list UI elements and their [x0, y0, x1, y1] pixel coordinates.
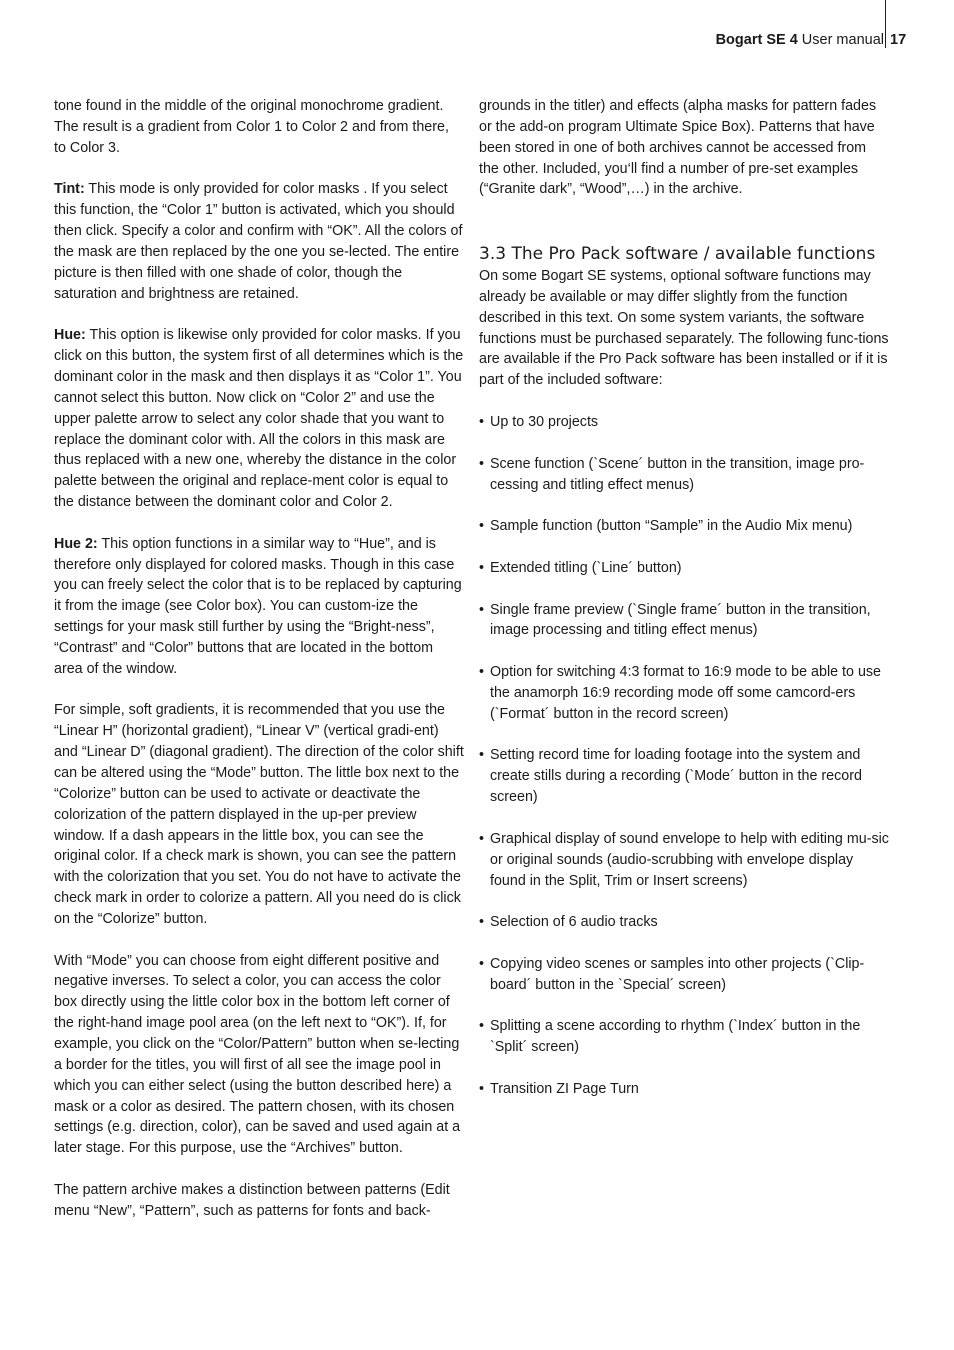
paragraph-gradient-result: tone found in the middle of the original monochrome gradient. The result is a gradient from Color 1 to Color 2 and from there, to Color 3. [54, 98, 449, 156]
paragraph-mode: With “Mode” you can choose from eight different positive and negative inverses. To select a color, you can access the color box directly using the little color box in the bottom left corner of the right-hand image pool area (on the left next to “OK”). If, for example, you click on the “Color/Pattern” button when se-lecting a border for the titles, you will first of all see the image pool in which you can either select (using the button described here) a mask or a color as desired. The pattern chosen, with its chosen settings (e.g. direction, color), can be saved and used again at a later stage. For this purpose, use the “Archives” button. [54, 952, 461, 1157]
list-item-text: Setting record time for loading footage into the system and create stills during a recording (`Mode´ button in the record screen) [490, 747, 862, 806]
bullet-glyph: • [479, 664, 485, 681]
list-item [479, 745, 889, 808]
running-header [716, 30, 884, 50]
paragraph-pro-pack-intro: On some Bogart SE systems, optional software functions may already be available or may differ slightly from the function described in this text. On some system variants, the software functions must be purchased separately. The following func-tions are available if the Pro Pack software has been installed or if it is part of the included software: [479, 268, 889, 389]
list-item-text: Option for switching 4:3 format to 16:9 mode to be able to use the anamorph 16:9 recording mode off some camcord-ers (`Format´ button in the record screen) [490, 664, 882, 722]
list-item [479, 1079, 889, 1100]
header-divider [885, 0, 886, 48]
list-item-text: Single frame preview (`Single frame´ button in the transition, image processing and titling effect menus) [490, 601, 871, 639]
list-item-text: Transition ZI Page Turn [490, 1080, 639, 1097]
hue-2-description: This option functions in a similar way to “Hue”, and is therefore only displayed for colored masks. Though in this case you can freely select the color that is to be replaced by capturing it from the image (see Color box). You can custom-ize the settings for your mask still further by using the “Bright-ness”, “Contrast” and “Color” buttons that are located in the bottom area of the window. [54, 535, 462, 677]
paragraph-archive-continued: grounds in the titler) and effects (alpha masks for pattern fades or the add-on program Ultimate Spice Box). Patterns that have been stored in one of both archives cannot be accessed from the other. Included, you‘ll find a number of pre-set examples (“Granite dark”, “Wood”,…) in the archive. [479, 98, 877, 198]
bullet-glyph: • [479, 747, 485, 764]
list-item [479, 412, 889, 433]
bullet-glyph: • [479, 559, 485, 576]
bullet-glyph: • [479, 413, 485, 430]
right-column [479, 96, 889, 1121]
section-title: 3.3 The Pro Pack software / available functions [479, 244, 876, 265]
list-item [479, 912, 889, 933]
list-item-text: Graphical display of sound envelope to help with editing mu-sic or original sounds (audio-scrubbing with envelope display found in the Split, Trim or Insert screens) [490, 830, 889, 889]
list-item-text: Sample function (button “Sample” in the Audio Mix menu) [490, 518, 853, 535]
bullet-glyph: • [479, 518, 485, 535]
bullet-glyph: • [479, 1080, 485, 1097]
list-item [479, 662, 889, 725]
feature-list [479, 412, 889, 1100]
list-item-text: Selection of 6 audio tracks [490, 914, 658, 931]
bullet-glyph: • [479, 601, 485, 618]
product-name: Bogart SE 4 [715, 32, 798, 48]
list-item-text: Up to 30 projects [490, 413, 599, 430]
list-item [479, 954, 889, 996]
paragraph-tint [54, 179, 464, 304]
list-item [479, 516, 889, 537]
hue-description: This option is likewise only provided for color masks. If you click on this button, the system first of all determines which is the dominant color in the mask and then displays it as “Color 1”. You cannot select this button. Now click on “Color 2” and use the upper palette arrow to select any color shade that you want to replace the dominant color with. All the colors in this mask are thus replaced with a new one, whereby the distance in the color palette between the original and replace-ment color is equal to the distance between the dominant color and Color 2. [54, 327, 464, 511]
list-item [479, 829, 889, 892]
left-column [54, 96, 464, 1242]
bullet-glyph: • [479, 455, 485, 472]
list-item-text: Scene function (`Scene´ button in the transition, image pro-cessing and titling effect menus) [490, 455, 865, 493]
list-item-text: Splitting a scene according to rhythm (`Index´ button in the `Split´ screen) [490, 1018, 861, 1056]
page-number: 17 [890, 32, 907, 48]
paragraph-pattern-archive: The pattern archive makes a distinction between patterns (Edit menu “New”, “Pattern”, such as patterns for fonts and back- [54, 1181, 450, 1219]
tint-description: This mode is only provided for color masks . If you select this function, the “Color 1” button is activated, which you should then click. Specify a color and confirm with “OK”. All the colors of the mask are then replaced by the one you se-lected. The entire picture is then filled with one shade of color, though the saturation and brightness are retained. [54, 181, 463, 302]
paragraph-hue-2 [54, 534, 464, 680]
bullet-glyph: • [479, 830, 485, 847]
bullet-glyph: • [479, 955, 485, 972]
paragraph-hue [54, 325, 464, 513]
term-tint: Tint: [54, 181, 85, 198]
list-item [479, 1016, 889, 1058]
list-item [479, 454, 889, 496]
paragraph-linear-gradients: For simple, soft gradients, it is recommended that you use the “Linear H” (horizontal gradient), “Linear V” (vertical gradi-ent) and “Linear D” (diagonal gradient). The direction of the color shift can be altered using the “Mode” button. The little box next to the “Colorize” button can be used to activate or deactivate the colorization of the pattern displayed in the up-per preview window. If a dash appears in the little box, you can see the original color. If a check mark is shown, you can see the pattern with the colorization that you set. You do not have to activate the check mark in order to colorize a pattern. All you need do is click on the “Colorize” button. [54, 702, 464, 927]
bullet-glyph: • [479, 1018, 485, 1035]
list-item [479, 558, 889, 579]
list-item-text: Extended titling (`Line´ button) [490, 559, 682, 576]
list-item-text: Copying video scenes or samples into other projects (`Clip-board´ button in the `Special´ screen) [490, 955, 865, 993]
term-hue-2: Hue 2: [54, 535, 98, 552]
list-item [479, 600, 889, 642]
term-hue: Hue: [54, 327, 86, 344]
bullet-glyph: • [479, 914, 485, 931]
header-suffix: User manual [797, 32, 884, 48]
